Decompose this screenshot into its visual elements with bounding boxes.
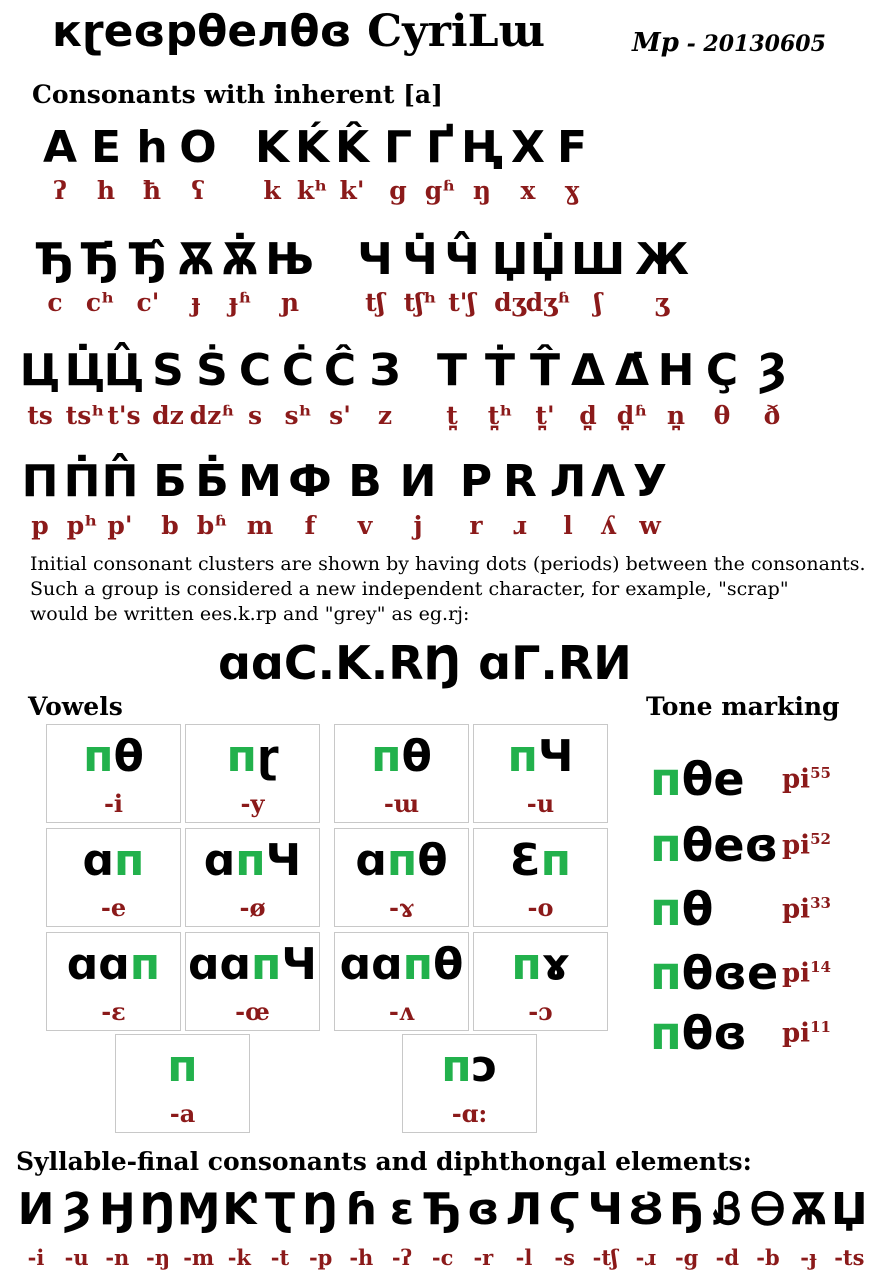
consonant-ipa: d̪ʱ [616,401,648,430]
vowel-glyph [474,835,607,886]
consonant-ipa: gʱ [424,176,456,205]
consonant-glyph: Г [383,122,413,173]
vowel-suffix: Ч [537,731,574,782]
consonant-glyph: B [348,456,382,507]
vowel-cell [185,932,320,1031]
final-ipa: -ʔ [391,1245,413,1270]
signature-date: - 20130605 [686,31,826,57]
vowel-base: п [114,835,145,886]
final-ipa: -ŋ [146,1245,170,1270]
tone-glyph: пθе [650,752,745,806]
vowel-prefix: ɑɑ [188,939,252,990]
final-glyph: ɛ [389,1184,415,1235]
consonant-ipa: t'ʃ [448,288,476,317]
consonant-ipa: kʰ [296,176,328,205]
vowel-glyph [47,939,180,990]
consonant-ipa: ʒ [654,288,670,317]
consonant-ipa: ts [27,401,53,430]
title-latin: CyriLɯ [367,6,546,57]
consonant-glyph: M [238,456,282,507]
signature-mark: Мр [632,28,679,58]
final-ipa: -d [715,1245,740,1270]
tone-heading: Tone marking [646,692,840,721]
consonant-glyph: Џ̇ [529,234,567,285]
consonant-ipa: tʃ [365,288,385,317]
consonant-glyph: П [21,456,59,507]
consonant-glyph: O [179,122,217,173]
cluster-example: ɑɑC.K.RŊ ɑГ.RИ [218,636,632,690]
vowel-glyph [116,1041,249,1092]
consonant-glyph: F [556,122,588,173]
vowel-cell [185,828,320,927]
consonant-ipa: ʕ [191,176,205,205]
vowel-cell [473,828,608,927]
consonant-ipa: c [47,288,63,317]
vowel-base: п [507,731,538,782]
vowel-base: п [402,939,434,990]
vowel-prefix: ɑɑ [339,939,403,990]
consonant-ipa: ʔ [53,176,67,205]
consonant-ipa: ɲ [280,288,300,317]
final-glyph: И [17,1184,55,1235]
vowel-label: -œ [235,997,270,1026]
vowel-label: -o [527,893,554,922]
consonant-glyph: Ђ̂ [128,234,168,285]
final-glyph: Ч [587,1184,624,1235]
consonant-glyph: Ç [705,345,739,396]
final-glyph: Ŋ [139,1184,177,1235]
vowel-glyph [47,731,180,782]
consonant-glyph: Л [549,456,587,507]
consonant-glyph: K̂ [334,122,370,173]
consonant-glyph: A [42,122,78,173]
consonant-glyph: Ц̇ [64,345,106,396]
consonant-ipa: sʰ [284,401,312,430]
consonant-glyph: Ң [460,122,504,173]
consonant-glyph: Њ [265,234,315,285]
final-ipa: -c [431,1245,454,1270]
consonant-ipa: dz [152,401,184,430]
consonant-ipa: z [377,401,393,430]
consonants-heading: Consonants with inherent [a] [32,80,443,109]
final-glyph: Ƙ [222,1184,257,1235]
consonant-glyph: Ц [19,345,61,396]
final-ipa: -g [674,1245,699,1270]
vowel-cell [46,724,181,823]
final-glyph: Ҕ [668,1184,705,1235]
consonant-ipa: t̪ʰ [487,401,513,430]
consonant-ipa: θ [713,401,731,430]
vowel-suffix: ɔ [471,1041,498,1092]
consonant-ipa: ɟʱ [228,288,252,317]
vowel-label: -y [240,789,265,818]
final-glyph: Ȝ [61,1184,92,1235]
consonant-ipa: bʱ [196,511,228,540]
vowel-cell [46,932,181,1031]
tone-glyph: пθɞ [650,1006,748,1060]
consonant-ipa: r [469,511,483,540]
consonant-ipa: t̪ [446,401,458,430]
tone-glyph: пθеɞ [650,818,779,872]
final-ipa: -r [473,1245,494,1270]
consonant-ipa: p' [107,511,133,540]
vowel-glyph [335,731,468,782]
consonant-glyph: Б [153,456,187,507]
tone-glyph: пθɞе [650,946,779,1000]
final-glyph: Џ [830,1184,868,1235]
vowels-heading: Vowels [28,692,123,721]
consonant-ipa: dzʱ [189,401,235,430]
vowel-prefix: ɑ [203,835,236,886]
consonant-glyph: h [136,122,168,173]
cluster-note [30,552,866,627]
final-glyph: Ɱ [176,1184,221,1235]
consonant-ipa: t's [107,401,141,430]
vowel-glyph [186,835,319,886]
final-ipa: -ɟ [800,1245,818,1270]
consonant-ipa: ɟ [191,288,201,317]
consonant-glyph: Λ [590,456,626,507]
consonant-glyph: Б̇ [195,456,229,507]
vowel-base: п [226,731,257,782]
vowel-suffix: θ [433,939,464,990]
consonant-ipa: pʰ [66,511,98,540]
vowel-prefix: ɑ [82,835,115,886]
signature [632,28,826,58]
consonant-ipa: dʒʱ [525,288,571,317]
vowel-suffix: ɽ [256,731,279,782]
vowel-base: п [371,731,402,782]
final-ipa: -k [227,1245,251,1270]
consonant-glyph: Ђ [35,234,75,285]
final-ipa: -n [105,1245,130,1270]
vowel-glyph [186,731,319,782]
consonant-glyph: Ч [357,234,393,285]
vowel-label: -ʌ [388,997,415,1026]
vowel-cell [185,724,320,823]
consonant-glyph: Ṡ [196,345,228,396]
consonant-glyph: И [399,456,437,507]
vowel-label: -a [169,1099,196,1128]
consonant-glyph: Ж [635,234,689,285]
final-glyph: ɦ [345,1184,377,1235]
consonant-ipa: d̪ [579,401,597,430]
vowel-base: п [386,835,418,886]
vowel-glyph [47,835,180,886]
vowel-base: п [129,939,161,990]
consonant-glyph: Ĉ [323,345,357,396]
vowel-label: -e [100,893,127,922]
vowel-base: п [83,731,114,782]
tone-label: $pi^{11}$ [782,1018,831,1049]
vowel-suffix: θ [401,731,432,782]
vowel-label: -ɔ [528,997,553,1026]
vowel-suffix: ɤ [541,939,570,990]
consonant-ipa: s' [329,401,351,430]
consonant-glyph: Δ̇ [614,345,650,396]
title-script: кɽеɞрθелθɞ [52,6,352,57]
note-line-1: Initial consonant clusters are shown by having dots (periods) between the consonants. [30,553,866,575]
consonant-ipa: ɹ [512,511,528,540]
consonant-glyph: Ȝ [756,345,788,396]
vowel-glyph [474,939,607,990]
consonant-ipa: tsʰ [65,401,105,430]
vowel-base: п [441,1041,472,1092]
vowel-label: -ɯ [383,789,420,818]
vowel-glyph [403,1041,536,1092]
final-glyph: Ᏸ [712,1184,742,1235]
consonant-glyph: E [90,122,122,173]
vowel-glyph [335,835,468,886]
vowel-suffix: θ [113,731,144,782]
consonant-glyph: Ѫ̇ [221,234,259,285]
consonant-ipa: k [263,176,281,205]
vowel-cell [334,828,469,927]
consonant-glyph: S [152,345,184,396]
vowel-label: -u [526,789,555,818]
final-glyph: Ӈ [98,1184,136,1235]
final-ipa: -i [27,1245,45,1270]
consonant-ipa: ŋ [472,176,492,205]
final-glyph: ɞ [467,1184,500,1235]
consonant-ipa: n̪ [666,401,686,430]
vowel-cell [473,724,608,823]
vowel-glyph [186,939,319,990]
page-title [52,6,545,57]
final-glyph: Ꮎ [750,1184,786,1235]
consonant-glyph: Џ [491,234,529,285]
vowel-label: -ɑ: [451,1099,488,1128]
vowel-base: п [235,835,266,886]
consonant-glyph: T̂ [529,345,560,396]
consonant-ipa: m [246,511,274,540]
consonant-ipa: p [31,511,49,540]
consonant-ipa: tʃʰ [403,288,437,317]
consonant-glyph: Ш [570,234,626,285]
consonant-glyph: П̂ [101,456,139,507]
consonant-glyph: Ђ̇ [80,234,120,285]
consonant-glyph: Ф [288,456,332,507]
consonant-glyph: У [633,456,667,507]
tone-glyph: пθ [650,882,714,936]
final-glyph: Ʈ [264,1184,295,1235]
consonant-glyph: Ґ [425,122,455,173]
consonant-glyph: T [436,345,467,396]
final-ipa: -h [349,1245,374,1270]
final-glyph: Ȣ [628,1184,664,1235]
vowel-cell [334,932,469,1031]
vowel-cell [334,724,469,823]
consonant-ipa: ʎ [600,511,616,540]
vowel-label: -ɤ [388,893,415,922]
vowel-suffix: θ [417,835,448,886]
consonant-glyph: Δ [570,345,606,396]
consonant-ipa: g [389,176,407,205]
final-ipa: -m [183,1245,215,1270]
consonant-glyph: X [511,122,545,173]
consonant-ipa: dʒ [494,288,526,317]
final-glyph: Ϛ [548,1184,581,1235]
consonant-glyph: Ṫ [484,345,515,396]
vowel-suffix: Ч [281,939,317,990]
consonant-ipa: k' [339,176,365,205]
consonant-glyph: Ċ [281,345,315,396]
vowel-cell [402,1034,537,1133]
consonant-glyph: Ѫ [177,234,215,285]
consonant-glyph: Ч̇ [402,234,438,285]
consonant-ipa: x [520,176,536,205]
consonant-ipa: b [161,511,179,540]
final-glyph: Ŋ [302,1184,340,1235]
final-ipa: -b [756,1245,780,1270]
note-line-3: would be written ees.k.rp and "grey" as eg.rj: [30,603,470,625]
final-ipa: -u [64,1245,89,1270]
consonant-glyph: P [459,456,493,507]
final-ipa: -tʃ [592,1245,619,1270]
vowel-label: -i [103,789,124,818]
tone-label: $pi^{33}$ [782,894,831,925]
vowel-prefix: ɑ [355,835,387,886]
consonant-ipa: w [639,511,661,540]
consonant-ipa: j [413,511,423,540]
note-line-2: Such a group is considered a new independent character, for example, "scrap" [30,578,789,600]
vowel-prefix: Ɛ [509,835,541,886]
consonant-glyph: K [254,122,290,173]
vowel-prefix: ɑɑ [66,939,130,990]
vowel-cell [115,1034,250,1133]
final-ipa: -ts [834,1245,865,1270]
consonant-ipa: c' [136,288,160,317]
vowel-glyph [474,731,607,782]
vowel-glyph [335,939,468,990]
vowel-base: п [251,939,282,990]
consonant-glyph: З [369,345,401,396]
final-ipa: -l [515,1245,533,1270]
consonant-glyph: П̇ [63,456,101,507]
consonant-glyph: C [238,345,272,396]
consonant-ipa: ɣ [564,176,580,205]
vowel-suffix: Ч [265,835,302,886]
consonant-glyph: Ц̂ [103,345,145,396]
vowel-base: п [167,1041,198,1092]
final-glyph: Ђ [423,1184,462,1235]
consonant-ipa: l [563,511,573,540]
final-glyph: Ѫ [789,1184,828,1235]
final-ipa: -s [554,1245,575,1270]
tone-label: $pi^{52}$ [782,830,831,861]
final-ipa: -ɹ [635,1245,657,1270]
consonant-ipa: v [357,511,373,540]
vowel-base: п [540,835,572,886]
consonant-ipa: f [304,511,316,540]
consonant-ipa: s [247,401,263,430]
vowel-label: -ø [239,893,266,922]
finals-heading: Syllable-final consonants and diphthongal elements: [16,1147,752,1176]
vowel-base: п [511,939,542,990]
consonant-ipa: ʃ [593,288,603,317]
final-ipa: -p [308,1245,333,1270]
consonant-glyph: Ч̂ [444,234,480,285]
consonant-glyph: R [503,456,537,507]
consonant-ipa: cʰ [85,288,115,317]
tone-label: $pi^{55}$ [782,764,831,795]
consonant-ipa: ð [763,401,781,430]
tone-label: $pi^{14}$ [782,958,831,989]
vowel-label: -ɛ [101,997,126,1026]
consonant-ipa: t̪' [535,401,555,430]
vowel-cell [46,828,181,927]
final-glyph: Л [505,1184,543,1235]
final-ipa: -t [270,1245,290,1270]
consonant-glyph: Ḱ [294,122,330,173]
consonant-ipa: ħ [142,176,162,205]
consonant-ipa: h [96,176,116,205]
vowel-cell [473,932,608,1031]
consonant-glyph: H [657,345,695,396]
